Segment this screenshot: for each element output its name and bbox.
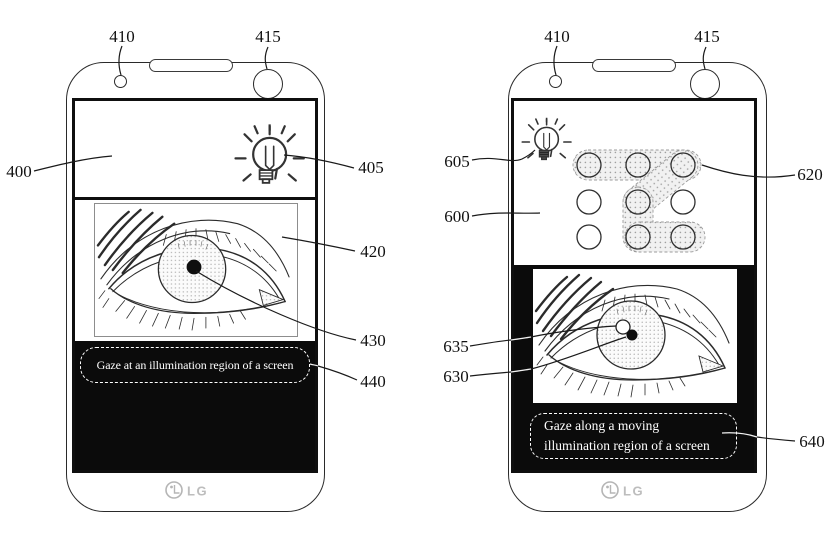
- left-message-box: [80, 347, 310, 383]
- gaze-band-bottom: [625, 222, 705, 252]
- right-message-box: [530, 413, 737, 459]
- lg-logo-text: LG: [187, 483, 209, 499]
- leader-630-a: [470, 372, 511, 376]
- right-message-line1: Gaze along a moving: [544, 418, 660, 433]
- right-message-line2: illumination region of a screen: [544, 438, 710, 453]
- ref-label-430: 430: [360, 331, 386, 350]
- ref-label-605: 605: [444, 152, 470, 171]
- ref-label-620: 620: [797, 165, 823, 184]
- ref-label-635: 635: [443, 337, 469, 356]
- screen-divider: [75, 197, 315, 200]
- left-message-text: Gaze at an illumination region of a screen: [96, 357, 294, 372]
- left-pupil-dot: [187, 260, 202, 275]
- lg-logo: [165, 479, 223, 501]
- right-proximity-sensor: [549, 75, 562, 88]
- ref-label-400: 400: [6, 162, 32, 181]
- light-bulb-icon: [224, 108, 308, 192]
- right-message-text: [531, 416, 710, 456]
- leader-635-a: [470, 340, 511, 346]
- left-eye-image: [94, 203, 298, 337]
- lg-logo-text: LG: [623, 483, 645, 499]
- right-front-camera: [690, 69, 720, 99]
- ref-label-630: 630: [443, 367, 469, 386]
- ref-label-410-right: 410: [544, 27, 570, 46]
- ref-label-415-left: 415: [255, 27, 281, 46]
- ref-label-600: 600: [444, 207, 470, 226]
- ref-label-440: 440: [360, 372, 386, 391]
- ref-label-410-left: 410: [109, 27, 135, 46]
- ref-label-420: 420: [360, 242, 386, 261]
- right-eye-image: [533, 269, 737, 403]
- right-pupil-dot: [627, 330, 638, 341]
- left-front-camera: [253, 69, 283, 99]
- pattern-lock-grid: [514, 101, 754, 261]
- left-speaker-slot: [149, 59, 233, 72]
- ref-label-640: 640: [799, 432, 825, 451]
- ref-label-405: 405: [358, 158, 384, 177]
- lg-logo: [601, 479, 659, 501]
- ref-label-415-right: 415: [694, 27, 720, 46]
- left-proximity-sensor: [114, 75, 127, 88]
- right-speaker-slot: [592, 59, 676, 72]
